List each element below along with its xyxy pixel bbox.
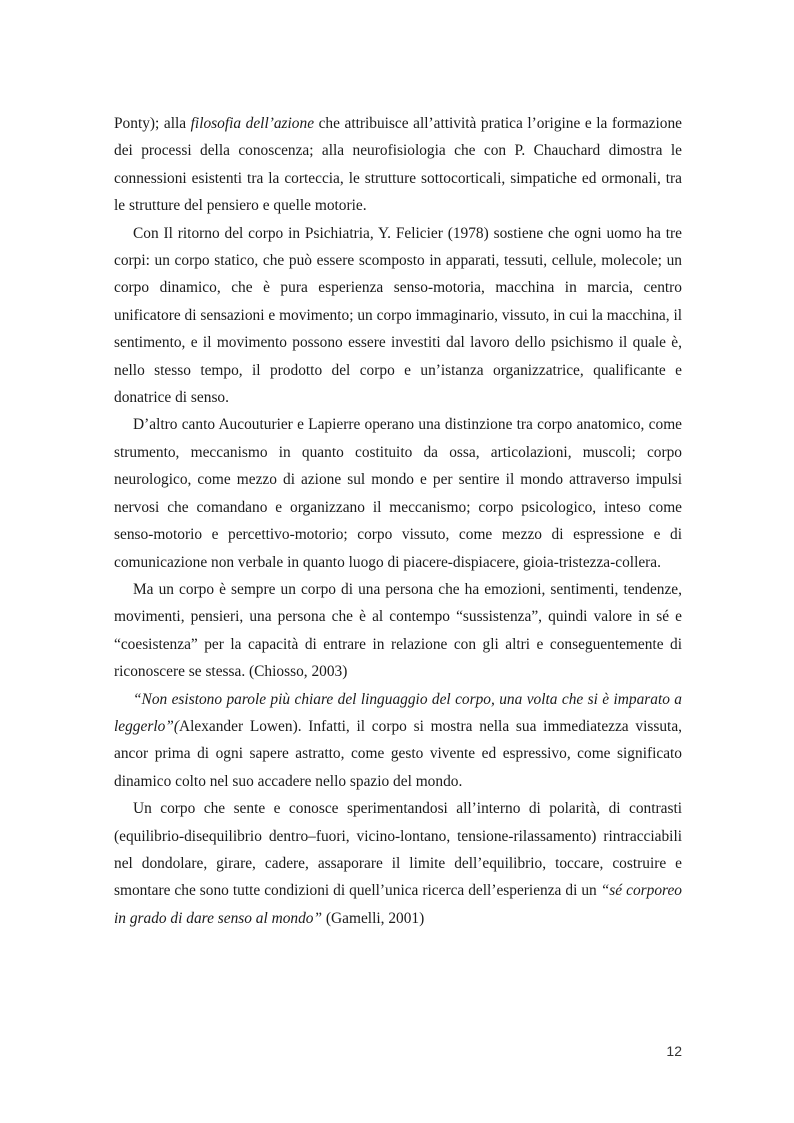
paragraph	[114, 110, 682, 220]
text-segment: (Gamelli, 2001)	[322, 909, 425, 927]
text-segment: Ma un corpo è sempre un corpo di una persona che ha emozioni, sentimenti, tendenze, movimenti, pensieri, una persona che è al contempo “sussistenza”, quindi valore in sé e “coesistenza” per la capacità di entrare in relazione con gli altri e conseguentemente di riconoscere se stessa. (Chiosso, 2003)	[114, 580, 682, 681]
text-segment: D’altro canto Aucouturier e Lapierre operano una distinzione tra corpo anatomico, come strumento, meccanismo in quanto costituito da ossa, articolazioni, muscoli; corpo neurologico, come mezzo di azione sul mondo e per sentire il mondo attraverso impulsi nervosi che comandano e organizzano il meccanismo; corpo psicologico, inteso come senso-motorio e percettivo-motorio; corpo vissuto, come mezzo di espressione e di comunicazione non verbale in quanto luogo di piacere-dispiacere, gioia-tristezza-collera.	[114, 416, 682, 571]
body-text	[114, 110, 682, 932]
text-segment-italic: “sé corporeo in grado di dare senso al mondo”	[114, 882, 682, 927]
text-segment-italic: filosofia dell’azione	[190, 115, 315, 132]
text-segment: Ponty); alla	[114, 115, 191, 132]
text-segment: Alexander Lowen). Infatti, il corpo si mostra nella sua immediatezza vissuta, ancor prima di ogni sapere astratto, come gesto vivente ed espressivo, come significato dinamico colto nel suo accadere nello spazio del mondo.	[114, 717, 682, 790]
text-segment: Con Il ritorno del corpo in Psichiatria, Y. Felicier (1978) sostiene che ogni uomo ha tre corpi: un corpo statico, che può essere scomposto in apparati, tessuti, cellule, molecole; un corpo dinamico, che è pura esperienza senso-motoria, macchina in marcia, centro unificatore di sensazioni e movimento; un corpo immaginario, vissuto, in cui la macchina, il sentimento, e il movimento possono essere investiti dal lavoro dello psichismo il quale è, nello stesso tempo, il prodotto del corpo e un’istanza organizzatrice, qualificante e donatrice di senso.	[114, 224, 682, 407]
text-segment-italic: “Non esistono parole più chiare del linguaggio del corpo, una volta che si è imparato a leggerlo”(	[114, 690, 682, 735]
paragraph	[114, 686, 682, 796]
paragraph	[114, 576, 682, 686]
text-segment: che attribuisce all’attività pratica l’origine e la formazione dei processi della conoscenza; alla neurofisiologia che con P. Chauchard dimostra le connessioni esistenti tra la corteccia, le strutture sottocorticali, simpatiche ed ormonali, tra le strutture del pensiero e quelle motorie.	[114, 115, 682, 215]
text-segment: Un corpo che sente e conosce sperimentandosi all’interno di polarità, di contrasti (equilibrio-disequilibrio dentro–fuori, vicino-lontano, tensione-rilassamento) rintracciabili nel dondolare, girare, cadere, assaporare il limite dell’equilibrio, toccare, costruire e smontare che sono tutte condizioni di quell’unica ricerca dell’esperienza di un	[114, 800, 682, 900]
paragraph	[114, 411, 682, 575]
paragraph	[114, 795, 682, 932]
page-number: 12	[666, 1043, 682, 1059]
paragraph	[114, 220, 682, 412]
